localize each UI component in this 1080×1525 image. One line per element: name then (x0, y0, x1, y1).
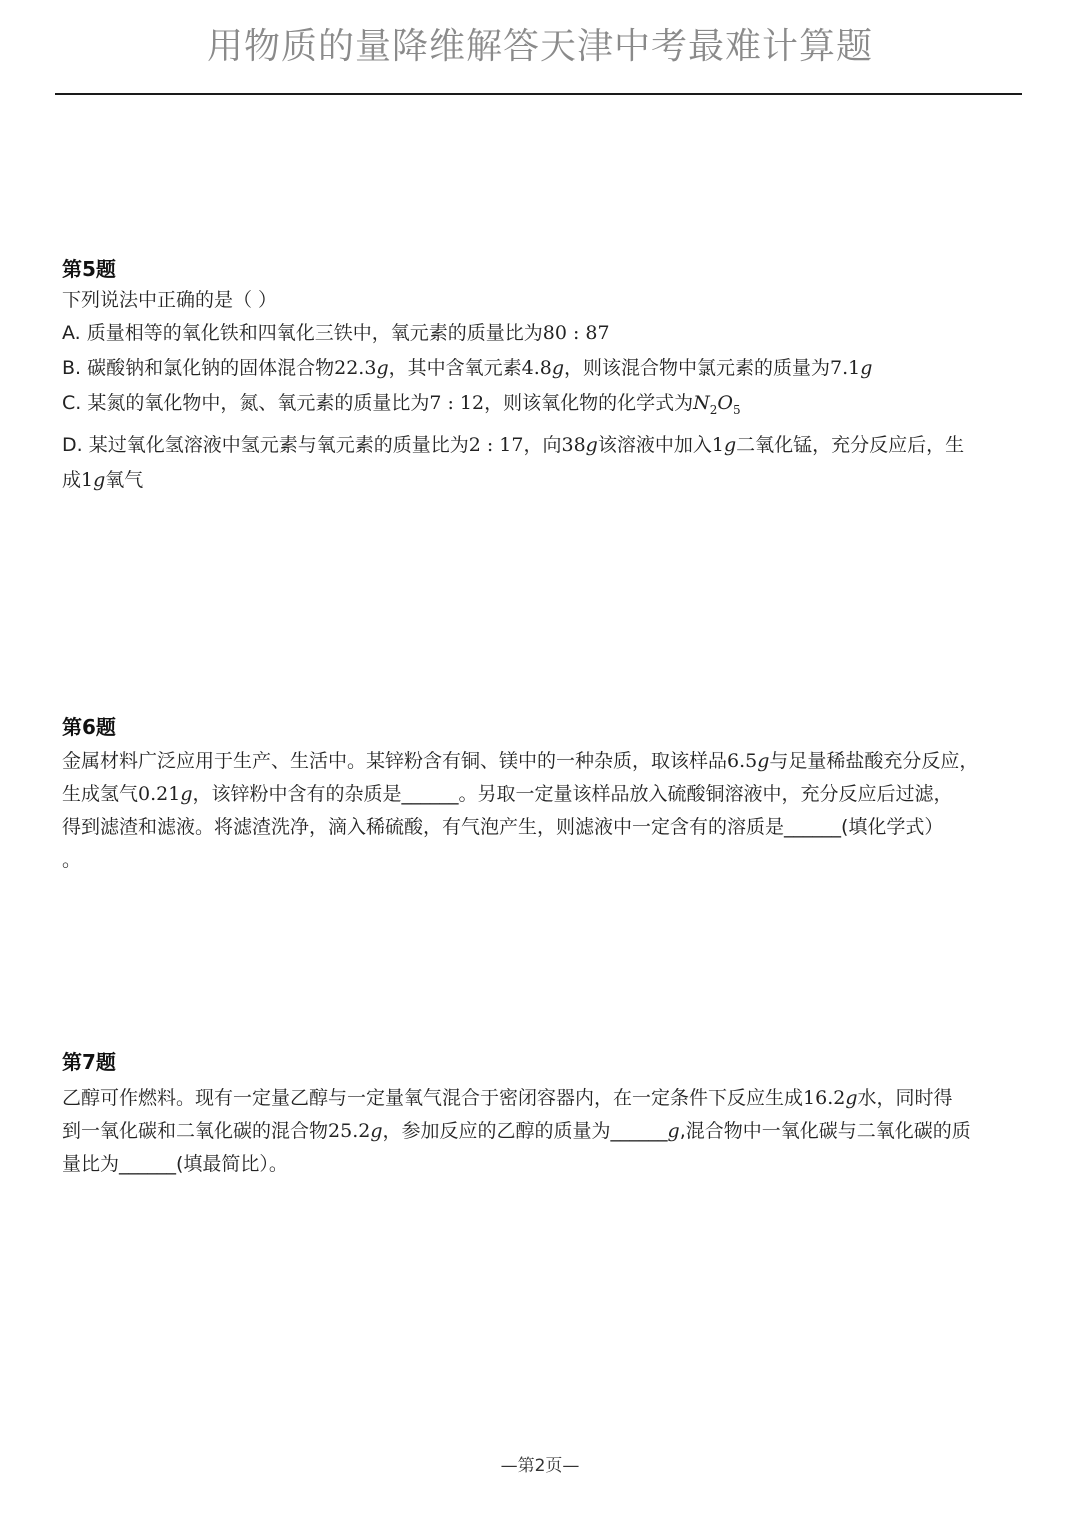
option-c: C. 某氮的氧化物中，氮、氧元素的质量比为7 : 12，则该氧化物的化学式为$N_2O_5$ (62, 392, 741, 417)
option-d: D. 某过氧化氢溶液中氢元素与氧元素的质量比为2 : 17，向38g该溶液中加入1g二氧化锰，充分反应后，生 (62, 433, 965, 456)
document-title: 用物质的量降维解答天津中考最难计算题 (206, 26, 873, 67)
question-6-title: 第6题 (62, 715, 116, 739)
question-7 (62, 1047, 1027, 1181)
question-7-body: 乙醇可作燃料。现有一定量乙醇与一定量氧气混合于密闭容器内，在一定条件下反应生成16.2g水，同时得 到一氧化碳和二氧化碳的混合物25.2g，参加反应的乙醇的质量为______g,混合物中一氧化碳与二氧化碳的质 量比为______(填最简比）。 (62, 1087, 971, 1175)
question-6 (62, 712, 1027, 877)
question-5-title: 第5题 (62, 257, 116, 281)
question-6-body: 金属材料广泛应用于生产、生活中。某锌粉含有铜、镁中的一种杂质，取该样品6.5g与足量稀盐酸充分反应， 生成氢气0.21g，该锌粉中含有的杂质是______。另取一定量该样品放入硫酸铜溶液中，充分反应后过滤， 得到滤渣和滤液。将滤渣洗净，滴入稀硫酸，有气泡产生，则滤液中一定含有的溶质是______(填化学式） 。 (62, 750, 979, 871)
question-7-title: 第7题 (62, 1050, 116, 1074)
header-divider (55, 93, 1022, 95)
option-a: A. 质量相等的氧化铁和四氧化三铁中，氧元素的质量比为80 : 87 (62, 322, 610, 344)
option-d-continued: 成1g氧气 (62, 468, 144, 491)
option-b: B. 碳酸钠和氯化钠的固体混合物22.3g，其中含氧元素4.8g，则该混合物中氯元素的质量为7.1g (62, 357, 873, 379)
question-5-stem: 下列说法中正确的是（ ） (62, 289, 278, 311)
question-5 (62, 254, 1027, 498)
page-number: —第2页— (500, 1456, 580, 1476)
